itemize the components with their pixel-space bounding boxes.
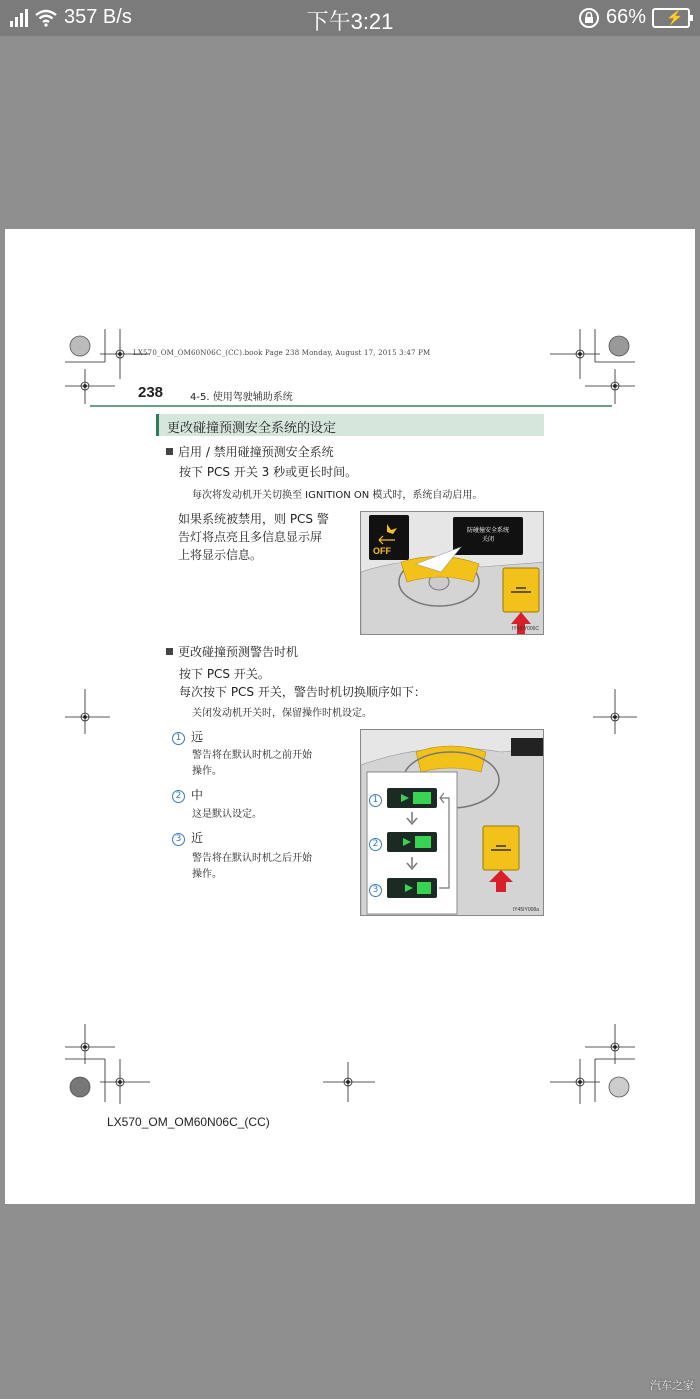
enable-instruction: 按下 PCS 开关 3 秒或更长时间。 [179,465,358,479]
disabled-text-line-1: 如果系统被禁用，则 PCS 警 [178,512,329,526]
figure-code: IY45IY008a [512,907,539,913]
disabled-text-line-3: 上将显示信息。 [178,548,263,562]
circled-number-2: 2 [172,790,185,803]
figure-warning-timing [360,729,544,916]
timing-note: 关闭发动机开关时，保留操作时机设定。 [192,708,372,719]
manual-page [5,229,695,1204]
status-right [578,6,690,29]
section-title: 更改碰撞预测安全系统的设定 [156,414,544,436]
figure-circled-number-1: 1 [369,794,382,807]
timing-item-3-desc-1: 警告将在默认时机之后开始 [192,853,312,864]
battery-percent: 66% [605,6,646,28]
circled-number-1: 1 [172,732,185,745]
watermark: 汽车之家 [650,1379,694,1392]
timing-instruction-1: 按下 PCS 开关。 [179,667,270,681]
timing-item-2: 2 中 [172,786,203,804]
circled-number-3: 3 [172,833,185,846]
timing-instruction-2: 每次按下 PCS 开关，警告时机切换顺序如下： [179,685,426,699]
timing-item-2-desc-1: 这是默认设定。 [192,809,262,820]
timing-item-1-desc-1: 警告将在默认时机之前开始 [192,750,312,761]
subheading-enable-disable: 启用 / 禁用碰撞预测安全系统 [166,443,334,460]
header-rule [90,405,612,407]
status-time: 下午3:21 [306,9,394,34]
figure-pcs-off [360,511,544,635]
figure-circled-number-2: 2 [369,838,382,851]
page-number: 238 [138,384,164,401]
status-bar [0,0,700,36]
battery-icon: ⚡ [652,8,690,28]
network-speed: 357 B/s [64,6,132,28]
subheading-warning-timing: 更改碰撞预测警告时机 [166,643,298,660]
book-meta-line: LX570_OM_OM60N06C_(CC).book Page 238 Monday, August 17, 2015 3:47 PM [133,349,431,357]
footer-book-code: LX570_OM_OM60N06C_(CC) [107,1115,270,1129]
disabled-text-line-2: 告灯将点亮且多信息显示屏 [178,530,323,544]
figure-code: IY45IY006C [512,626,539,632]
warning-timing-illustration [361,730,544,916]
timing-item-3-desc-2: 操作。 [192,869,222,880]
timing-item-1-desc-2: 操作。 [192,766,222,777]
bullet-square-icon [166,448,173,455]
bullet-square-icon [166,648,173,655]
mid-display-message: 防碰撞安全系统 关闭 [466,527,509,543]
off-indicator-label: OFF [373,546,391,556]
timing-item-1: 1 远 [172,728,203,746]
enable-note: 每次将发动机开关切换至 IGNITION ON 模式时，系统自动启用。 [192,490,483,501]
rotation-lock-icon [578,7,600,29]
chapter-heading: 4-5. 使用驾驶辅助系统 [190,392,293,403]
figure-circled-number-3: 3 [369,884,382,897]
timing-item-3: 3 近 [172,829,203,847]
